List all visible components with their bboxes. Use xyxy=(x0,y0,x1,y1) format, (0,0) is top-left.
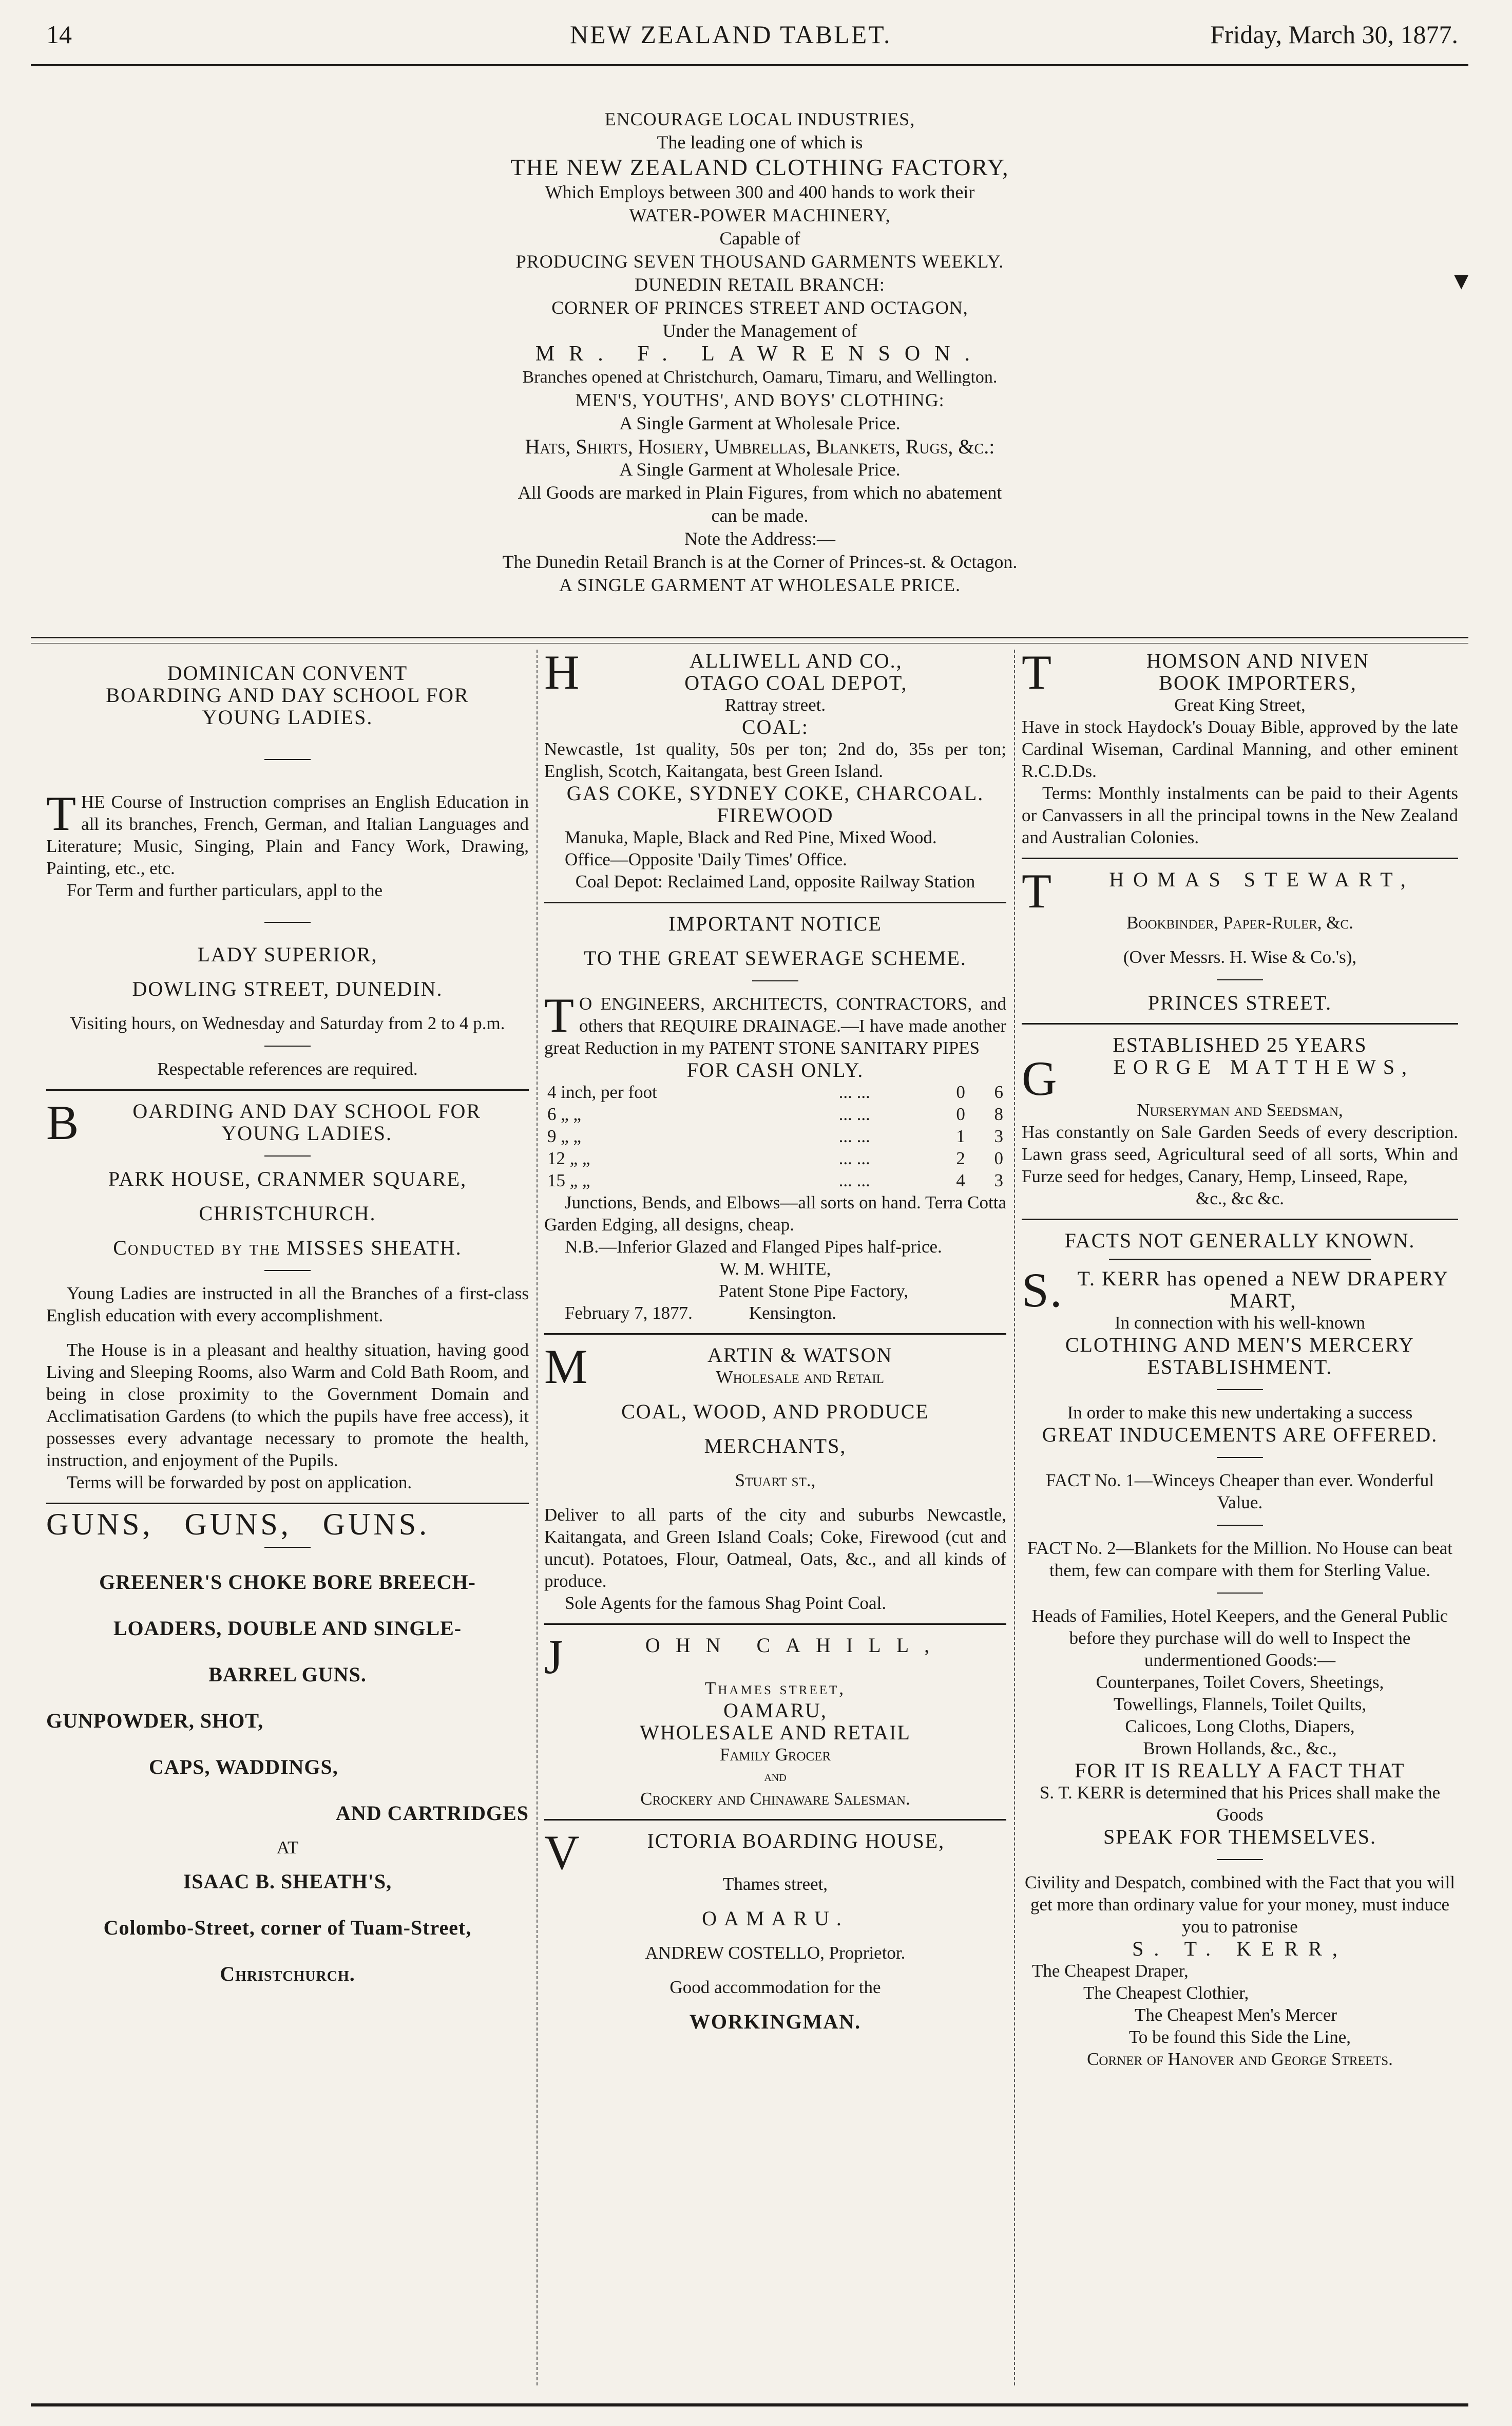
issue-date: Friday, March 30, 1877. xyxy=(1210,20,1458,49)
ad-heading: OAMARU, xyxy=(723,1699,827,1722)
ad-heading: BOARDING AND DAY SCHOOL FOR xyxy=(106,684,469,707)
ad-signature: S. T. KERR, xyxy=(1132,1937,1348,1960)
goods-line: Counterpanes, Toilet Covers, Sheetings, xyxy=(1096,1672,1384,1692)
ad-line: Capable of xyxy=(719,228,800,249)
ad-heading: ESTABLISHMENT. xyxy=(1147,1355,1333,1378)
john-cahill-advert xyxy=(544,1629,1006,1810)
ad-heading: SPEAK FOR THEMSELVES. xyxy=(1103,1825,1377,1848)
tagline: The Cheapest Draper, xyxy=(1032,1961,1189,1981)
victoria-boarding-advert xyxy=(544,1825,1006,2033)
drop-cap: S. xyxy=(1022,1263,1063,1317)
clothing-factory-advert xyxy=(339,108,1181,597)
ad-signature: W. M. WHITE, xyxy=(719,1259,831,1279)
ad-heading: GREAT INDUCEMENTS ARE OFFERED. xyxy=(1042,1423,1438,1446)
ad-heading: BOOK IMPORTERS, xyxy=(1159,671,1357,694)
ad-body: Office—Opposite 'Daily Times' Office. xyxy=(565,849,847,869)
ad-line: WATER-POWER MACHINERY, xyxy=(629,205,891,225)
ad-body: HE Course of Instruction comprises an English Education in all its branches, French, German, and Italian Languages and Literature; Music, Singing, Plain and Fancy Work, Drawing, Painting, etc., etc. xyxy=(46,792,529,878)
halliwell-advert xyxy=(544,645,1006,893)
price-shillings: 1 xyxy=(956,1126,965,1146)
advert-rule xyxy=(544,1333,1006,1335)
short-rule xyxy=(1217,1389,1263,1390)
ad-heading: DOMINICAN CONVENT xyxy=(167,661,408,685)
ad-line: AT xyxy=(276,1837,299,1858)
column-middle xyxy=(544,645,1006,2033)
newspaper-page xyxy=(31,15,1473,2409)
ad-heading: FACTS NOT GENERALLY KNOWN. xyxy=(1064,1229,1415,1252)
ad-body: For Term and further particulars, appl to the xyxy=(67,880,383,900)
short-rule xyxy=(264,1270,311,1271)
leader-dots: ... ... xyxy=(838,1170,870,1190)
ad-heading: HOMSON AND NIVEN xyxy=(1146,649,1370,672)
advert-rule xyxy=(544,1623,1006,1625)
ad-address: DOWLING STREET, DUNEDIN. xyxy=(132,977,443,1000)
ad-line: Bookbinder, Paper-Ruler, &c. xyxy=(1126,913,1353,933)
price-pence: 6 xyxy=(994,1082,1003,1102)
ad-signature: ANDREW COSTELLO, Proprietor. xyxy=(645,1943,906,1963)
short-rule xyxy=(1217,1593,1263,1594)
ad-line: All Goods are marked in Plain Figures, from which no abatement xyxy=(518,482,1002,503)
ad-heading: OARDING AND DAY SCHOOL FOR xyxy=(132,1100,482,1123)
ad-address: Colombo-Street, corner of Tuam-Street, xyxy=(103,1916,472,1939)
table-row xyxy=(544,1147,1006,1169)
pipe-size: 9 „ „ xyxy=(547,1126,582,1146)
ad-heading: FOR IT IS REALLY A FACT THAT xyxy=(1075,1759,1405,1782)
ad-heading: ARTIN & WATSON xyxy=(707,1343,893,1367)
drop-cap: J xyxy=(544,1629,579,1684)
ad-heading: ISAAC B. SHEATH'S, xyxy=(183,1870,392,1893)
ad-heading: YOUNG LADIES. xyxy=(202,706,373,729)
ad-line: The Dunedin Retail Branch is at the Corner of Princes-st. & Octagon. xyxy=(502,552,1018,572)
ad-body: Sole Agents for the famous Shag Point Coal. xyxy=(565,1593,887,1613)
ad-body: Heads of Families, Hotel Keepers, and the General Public before they purchase will do well to Inspect the undermentioned Goods:— xyxy=(1031,1606,1448,1670)
newspaper-title: NEW ZEALAND TABLET. xyxy=(570,20,892,49)
ad-manager-name: MR. F. LAWRENSON. xyxy=(535,342,985,366)
ad-body: Deliver to all parts of the city and suburbs Newcastle, Kaitangata, and Green Island Coals; Coke, Firewood (cut and uncut). Potatoes, Flour, Oatmeal, Oats, &c., and all kinds of produce. xyxy=(544,1505,1006,1591)
short-rule xyxy=(1217,1859,1263,1860)
guns-advert xyxy=(46,1507,529,1997)
short-rule xyxy=(1217,1525,1263,1526)
drop-cap: T xyxy=(544,988,575,1043)
ad-heading: ICTORIA BOARDING HOUSE, xyxy=(647,1829,945,1852)
sewerage-notice-advert xyxy=(544,913,1006,1324)
ad-line: In connection with his well-known xyxy=(1115,1313,1365,1333)
drop-cap: T xyxy=(46,786,76,841)
leader-dots: ... ... xyxy=(838,1104,870,1124)
goods-line: Brown Hollands, &c., &c., xyxy=(1143,1738,1337,1758)
leader-dots: ... ... xyxy=(838,1126,870,1146)
ad-line: Good accommodation for the xyxy=(669,1977,881,1997)
ad-heading: OHN CAHILL, xyxy=(645,1634,945,1657)
price-pence: 3 xyxy=(994,1126,1003,1146)
ad-line: Hats, Shirts, Hosiery, Umbrellas, Blankets, Rugs, &c.: xyxy=(525,435,995,458)
ad-heading: WORKINGMAN. xyxy=(689,2010,862,2033)
ad-body: FACT No. 1—Winceys Cheaper than ever. Wonderful Value. xyxy=(1046,1470,1434,1512)
short-rule xyxy=(1109,1259,1371,1260)
dominican-convent-advert xyxy=(46,650,529,1080)
ad-heading: ALLIWELL AND CO., xyxy=(689,649,903,672)
ad-address: PRINCES STREET. xyxy=(1147,991,1332,1014)
george-matthews-advert xyxy=(1022,1034,1458,1209)
column-left xyxy=(46,650,529,1997)
ad-address: Thames street, xyxy=(704,1678,846,1698)
price-pence: 3 xyxy=(994,1170,1003,1190)
drop-cap: G xyxy=(1022,1051,1064,1106)
table-row xyxy=(544,1081,1006,1103)
advert-rule xyxy=(1022,858,1458,859)
ad-heading: COAL, WOOD, AND PRODUCE xyxy=(621,1400,929,1423)
ad-signature: LADY SUPERIOR, xyxy=(197,943,378,966)
short-rule xyxy=(264,759,311,760)
ad-body: S. T. KERR is determined that his Prices shall make the Goods xyxy=(1039,1783,1441,1825)
ad-body: Newcastle, 1st quality, 50s per ton; 2nd do, 35s per ton; English, Scotch, Kaitangata, best Green Island. xyxy=(544,739,1006,781)
ad-heading: COAL: xyxy=(742,715,809,738)
drop-cap: B xyxy=(46,1095,80,1150)
ad-heading: LOADERS, DOUBLE AND SINGLE- xyxy=(113,1617,462,1640)
guns-heading: GUNS. xyxy=(322,1507,430,1541)
ad-line: and xyxy=(764,1769,787,1785)
ad-heading: GUNPOWDER, SHOT, xyxy=(46,1709,264,1732)
drop-cap: V xyxy=(544,1825,581,1880)
ad-heading: HOMAS STEWART, xyxy=(1109,868,1415,891)
column-right xyxy=(1022,645,1458,2070)
short-rule xyxy=(264,1547,311,1548)
pipe-size: 6 „ „ xyxy=(547,1104,582,1124)
ad-line: Nurseryman and Seedsman, xyxy=(1137,1100,1343,1120)
drop-cap: H xyxy=(544,645,581,699)
thomson-niven-advert xyxy=(1022,645,1458,848)
leader-dots: ... ... xyxy=(838,1082,870,1102)
drop-cap: M xyxy=(544,1339,589,1394)
ad-line: (Over Messrs. H. Wise & Co.'s), xyxy=(1123,947,1357,967)
ad-line: DUNEDIN RETAIL BRANCH: xyxy=(635,274,885,295)
ad-line: can be made. xyxy=(711,505,809,526)
ad-line: The leading one of which is xyxy=(657,132,863,153)
ad-heading: YOUNG LADIES. xyxy=(221,1122,392,1145)
short-rule xyxy=(1217,979,1263,980)
pipe-size: 12 „ „ xyxy=(547,1148,590,1168)
column-divider xyxy=(1014,650,1016,2385)
margin-mark: ▼ xyxy=(1449,268,1473,295)
short-rule xyxy=(264,1155,311,1157)
guns-heading: GUNS, xyxy=(184,1507,292,1541)
drop-cap: T xyxy=(1022,864,1061,918)
martin-watson-advert xyxy=(544,1339,1006,1614)
ad-line: A Single Garment at Wholesale Price. xyxy=(619,459,901,480)
tagline: To be found this Side the Line, xyxy=(1128,2027,1351,2047)
short-rule xyxy=(1217,1457,1263,1458)
section-rule xyxy=(31,637,1468,638)
ad-address: Corner of Hanover and George Streets. xyxy=(1087,2049,1393,2069)
ad-heading: OAMARU. xyxy=(702,1907,849,1930)
bottom-rule xyxy=(31,2403,1468,2406)
ad-heading: CHRISTCHURCH. xyxy=(199,1202,376,1225)
ad-body: Terms will be forwarded by post on application. xyxy=(67,1472,412,1492)
masthead xyxy=(31,15,1468,56)
table-row xyxy=(544,1169,1006,1191)
ad-heading: CAPS, WADDINGS, xyxy=(149,1755,338,1778)
ad-heading: TO THE GREAT SEWERAGE SCHEME. xyxy=(584,946,967,970)
ad-heading: ESTABLISHED 25 YEARS xyxy=(1113,1033,1367,1056)
short-rule xyxy=(264,1046,311,1047)
ad-heading: BARREL GUNS. xyxy=(208,1663,367,1686)
ad-line: MEN'S, YOUTHS', AND BOYS' CLOTHING: xyxy=(575,390,945,410)
advert-rule xyxy=(1022,1219,1458,1220)
ad-heading: GAS COKE, SYDNEY COKE, CHARCOAL. FIREWOOD xyxy=(566,782,984,827)
st-kerr-advert xyxy=(1022,1229,1458,2070)
ad-heading: OTAGO COAL DEPOT, xyxy=(684,671,908,694)
price-table xyxy=(544,1081,1006,1191)
short-rule xyxy=(264,922,311,923)
ad-body: Young Ladies are instructed in all the Branches of a first-class English education with every accomplishment. xyxy=(46,1283,529,1325)
notice-place: Kensington. xyxy=(749,1303,836,1323)
ad-signature: Patent Stone Pipe Factory, xyxy=(719,1281,909,1301)
ad-heading: MERCHANTS, xyxy=(704,1434,847,1457)
price-shillings: 4 xyxy=(956,1170,965,1190)
ad-heading: EORGE MATTHEWS, xyxy=(1113,1055,1414,1078)
ad-line: Note the Address:— xyxy=(684,528,835,549)
ad-body: In order to make this new undertaking a success xyxy=(1067,1402,1413,1423)
ad-heading: AND CARTRIDGES xyxy=(336,1802,529,1825)
tagline: The Cheapest Men's Mercer xyxy=(1135,2005,1337,2025)
ad-heading: GREENER'S CHOKE BORE BREECH- xyxy=(99,1570,476,1594)
ad-body: Has constantly on Sale Garden Seeds of every description. Lawn grass seed, Agricultural seed of all sorts, Whin and Furze seed for hedges, Canary, Hemp, Linseed, Rape, xyxy=(1022,1122,1458,1186)
column-divider xyxy=(537,650,539,2385)
ad-line: Rattray street. xyxy=(724,695,826,715)
advert-rule xyxy=(544,1819,1006,1821)
goods-line: Towellings, Flannels, Toilet Quilts, xyxy=(1113,1694,1367,1714)
ad-address: Stuart st., xyxy=(735,1470,816,1490)
ad-address: Great King Street, xyxy=(1174,695,1306,715)
ad-body: FACT No. 2—Blankets for the Million. No House can beat them, few can compare with them for Sterling Value. xyxy=(1027,1538,1452,1580)
ad-body: Respectable references are required. xyxy=(157,1059,418,1079)
table-row xyxy=(544,1125,1006,1147)
ad-heading: IMPORTANT NOTICE xyxy=(668,912,882,935)
advert-rule xyxy=(544,902,1006,903)
ad-body: &c., &c &c. xyxy=(1195,1188,1285,1208)
ad-heading: T. KERR has opened a NEW DRAPERY MART, xyxy=(1077,1267,1449,1312)
ad-heading: CLOTHING AND MEN'S MERCERY xyxy=(1065,1333,1415,1356)
ad-address: Christchurch. xyxy=(220,1962,355,1985)
ad-headline: THE NEW ZEALAND CLOTHING FACTORY, xyxy=(510,154,1009,180)
ad-line: Branches opened at Christchurch, Oamaru, Timaru, and Wellington. xyxy=(522,368,998,387)
leader-dots: ... ... xyxy=(838,1148,870,1168)
ad-body: O ENGINEERS, ARCHITECTS, CONTRACTORS, and others that REQUIRE DRAINAGE.—I have made another great Reduction in my PATENT STONE SANITARY PIPES xyxy=(544,994,1006,1058)
ad-body: Civility and Despatch, combined with the Fact that you will get more than ordinary value for your money, must induce you to patronise xyxy=(1025,1872,1455,1937)
ad-heading: PARK HOUSE, CRANMER SQUARE, xyxy=(108,1167,467,1190)
ad-body: Visiting hours, on Wednesday and Saturday from 2 to 4 p.m. xyxy=(70,1013,505,1033)
page-number: 14 xyxy=(46,20,72,49)
ad-heading: Wholesale and Retail xyxy=(716,1367,884,1387)
price-shillings: 2 xyxy=(956,1148,965,1168)
ad-line: A SINGLE GARMENT AT WHOLESALE PRICE. xyxy=(559,575,961,595)
ad-line: A Single Garment at Wholesale Price. xyxy=(619,413,901,433)
ad-line: Crockery and Chinaware Salesman. xyxy=(640,1789,910,1809)
ad-body: The House is in a pleasant and healthy situation, having good Living and Sleeping Rooms, also Warm and Cold Bath Room, and being in close proximity to the Government Domain and Acclimatisation Gardens (to which the pupils have free access), it possesses every advantage necessary to promote the health, instruction, and enjoyment of the Pupils. xyxy=(46,1340,529,1470)
ad-body: Manuka, Maple, Black and Red Pine, Mixed Wood. xyxy=(565,827,937,847)
price-shillings: 0 xyxy=(956,1104,965,1124)
ad-heading: Conducted by the MISSES SHEATH. xyxy=(113,1236,462,1259)
pipe-size: 4 inch, per foot xyxy=(547,1082,657,1102)
price-shillings: 0 xyxy=(956,1082,965,1102)
ad-address: Thames street, xyxy=(722,1874,828,1894)
goods-line: Calicoes, Long Cloths, Diapers, xyxy=(1125,1716,1355,1736)
ad-line: Which Employs between 300 and 400 hands to work their xyxy=(545,182,975,202)
ad-line: Under the Management of xyxy=(662,320,857,341)
ad-body: N.B.—Inferior Glazed and Flanged Pipes half-price. xyxy=(565,1237,942,1257)
ad-line: ENCOURAGE LOCAL INDUSTRIES, xyxy=(604,109,915,129)
advert-rule xyxy=(46,1503,529,1504)
short-rule xyxy=(752,980,798,981)
guns-heading: GUNS, xyxy=(46,1507,154,1541)
ad-body: Junctions, Bends, and Elbows—all sorts on hand. Terra Cotta Garden Edging, all designs, cheap. xyxy=(544,1192,1006,1235)
price-pence: 0 xyxy=(994,1148,1003,1168)
boarding-school-advert xyxy=(46,1095,529,1493)
tagline: The Cheapest Clothier, xyxy=(1083,1983,1249,2003)
drop-cap: T xyxy=(1022,645,1053,699)
ad-heading: WHOLESALE AND RETAIL xyxy=(640,1721,911,1744)
advert-rule xyxy=(46,1089,529,1091)
ad-heading: FOR CASH ONLY. xyxy=(686,1058,864,1082)
ad-line: CORNER OF PRINCES STREET AND OCTAGON, xyxy=(551,297,968,318)
ad-body: Have in stock Haydock's Douay Bible, approved by the late Cardinal Wiseman, Cardinal Manning, and other eminent R.C.D.Ds. xyxy=(1022,717,1458,781)
notice-date: February 7, 1877. xyxy=(565,1303,693,1323)
ad-body: Terms: Monthly instalments can be paid to their Agents or Canvassers in all the principal towns in the New Zealand and Australian Colonies. xyxy=(1022,783,1458,847)
ad-line: PRODUCING SEVEN THOUSAND GARMENTS WEEKLY. xyxy=(515,251,1004,272)
ad-line: Family Grocer xyxy=(719,1745,831,1765)
ad-body: Coal Depot: Reclaimed Land, opposite Railway Station xyxy=(575,871,975,892)
pipe-size: 15 „ „ xyxy=(547,1170,590,1190)
masthead-rule xyxy=(31,64,1468,66)
thomas-stewart-advert xyxy=(1022,864,1458,1014)
table-row xyxy=(544,1103,1006,1125)
advert-rule xyxy=(1022,1023,1458,1025)
price-pence: 8 xyxy=(994,1104,1003,1124)
